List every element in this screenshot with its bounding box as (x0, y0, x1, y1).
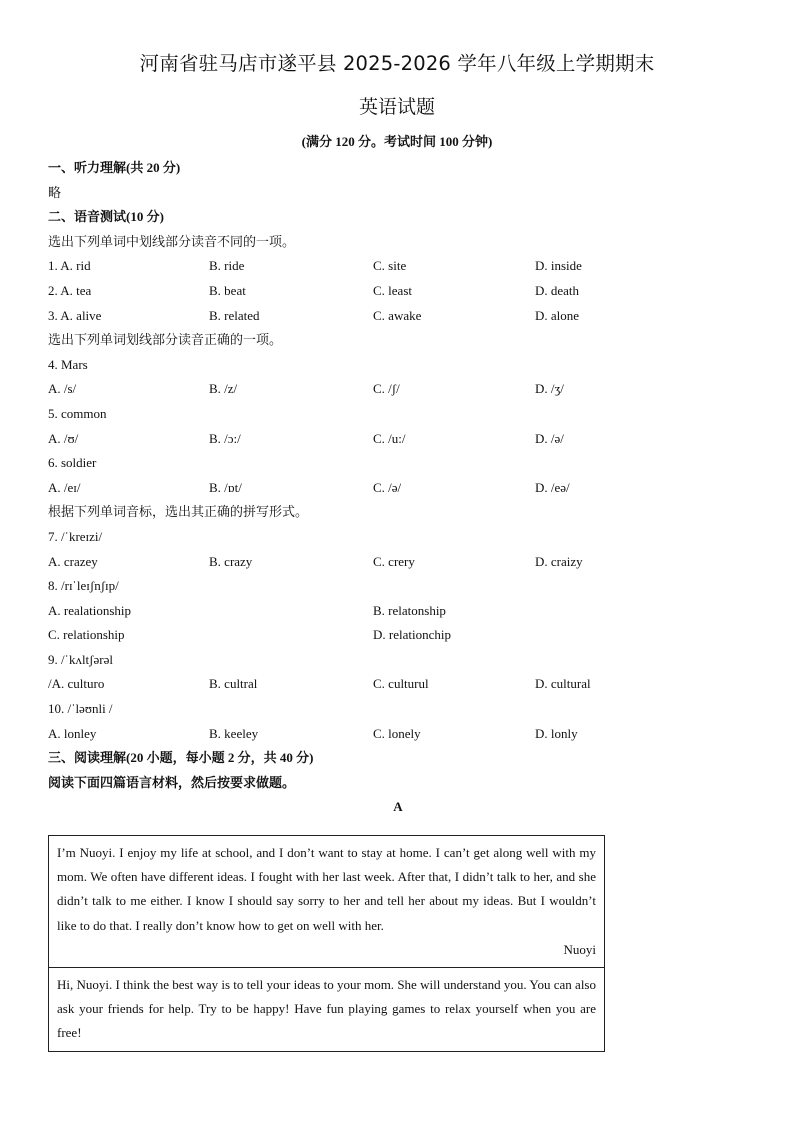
q1-option-d: D. inside (535, 258, 582, 274)
q6-option-c: C. /ə/ (373, 479, 402, 495)
q9-option-c: C. culturul (373, 676, 429, 692)
instruction-2: 选出下列单词划线部分读音正确的一项。 (48, 332, 283, 348)
q7-option-d: D. craizy (535, 553, 583, 569)
q1-option-a: 1. A. rid (48, 258, 91, 274)
exam-note: (满分 120 分。考试时间 100 分钟) (301, 134, 493, 149)
letter-cell (49, 836, 604, 967)
question-8-stem: 8. /rɪˈleɪʃnʃɪp/ (48, 578, 119, 594)
section1-heading: 一、听力理解(共 20 分) (48, 160, 181, 175)
q8-option-d: D. relationchip (373, 627, 451, 643)
exam-subtitle: 英语试题 (358, 96, 435, 118)
q9-option-d: D. cultural (535, 676, 591, 692)
q8-option-c: C. relationship (48, 627, 125, 643)
q8-option-a: A. realationship (48, 602, 132, 618)
q4-option-b: B. /z/ (209, 381, 238, 397)
q6-option-b: B. /ɒt/ (209, 479, 242, 495)
question-4-options (48, 377, 748, 402)
question-5-options (48, 427, 748, 452)
q9-option-b: B. cultral (209, 676, 258, 692)
question-5-stem: 5. common (48, 405, 107, 421)
section3-instruction: 阅读下面四篇语言材料，然后按要求做题。 (48, 774, 296, 790)
q7-option-a: A. crazey (48, 553, 98, 569)
q4-option-d: D. /ʒ/ (535, 381, 564, 397)
q10-option-c: C. lonely (373, 725, 421, 741)
q5-option-d: D. /ə/ (535, 430, 564, 446)
q2-option-b: B. beat (209, 282, 246, 298)
q7-option-b: B. crazy (209, 553, 253, 569)
question-7-stem: 7. /ˈkreɪzi/ (48, 528, 103, 544)
q2-option-d: D. death (535, 282, 580, 298)
question-10-stem: 10. /ˈləʊnli / (48, 701, 113, 717)
question-4-stem: 4. Mars (48, 356, 88, 372)
section1-body: 略 (48, 184, 62, 200)
question-6-options (48, 476, 748, 501)
question-2 (48, 279, 748, 304)
q6-option-a: A. /eɪ/ (48, 479, 81, 495)
q10-option-a: A. lonley (48, 725, 97, 741)
exam-title: 河南省驻马店市遂平县 2025-2026 学年八年级上学期期末 (139, 52, 655, 75)
q6-option-d: D. /eə/ (535, 479, 570, 495)
q5-option-c: C. /u:/ (373, 430, 406, 446)
letter-text: I’m Nuoyi. I enjoy my life at school, and I don’t want to stay at home. I can’t get along well with my mom. We often have different ideas. I fought with her last week. After that, I didn’t talk to her, and she didn’t talk to me either. I know I should say sorry to her and tell her about my ideas. But I wouldn’t like to do that. I really don’t know how to get on well with her. (57, 845, 596, 933)
q1-option-b: B. ride (209, 258, 245, 274)
q3-option-d: D. alone (535, 307, 580, 323)
question-9-options (48, 672, 748, 697)
q2-option-a: 2. A. tea (48, 282, 92, 298)
question-8-options-row2 (48, 623, 748, 648)
passage-label: A (393, 799, 403, 815)
question-9-stem: 9. /ˈkʌltʃərəl (48, 651, 113, 667)
q5-option-b: B. /ɔ:/ (209, 430, 241, 446)
q5-option-a: A. /ʊ/ (48, 430, 79, 446)
section3-heading: 三、阅读理解(20 小题，每小题 2 分，共 40 分) (48, 750, 314, 766)
question-8-options-row1 (48, 599, 748, 624)
q10-option-b: B. keeley (209, 725, 259, 741)
letter-signature: Nuoyi (563, 941, 596, 957)
q4-option-a: A. /s/ (48, 381, 77, 397)
q1-option-c: C. site (373, 258, 407, 274)
q2-option-c: C. least (373, 282, 412, 298)
question-6-stem: 6. soldier (48, 455, 97, 471)
exam-content (48, 156, 748, 820)
instruction-1: 选出下列单词中划线部分读音不同的一项。 (48, 233, 296, 249)
q10-option-d: D. lonly (535, 725, 578, 741)
instruction-3: 根据下列单词音标，选出其正确的拼写形式。 (48, 504, 309, 520)
q3-option-a: 3. A. alive (48, 307, 102, 323)
q4-option-c: C. /ʃ/ (373, 381, 400, 397)
reply-text: Hi, Nuoyi. I think the best way is to tell your ideas to your mom. She will understand you. You can also ask your friends for help. Try to be happy! Have fun playing games to relax yourself when you are free! (57, 977, 596, 1041)
question-1 (48, 254, 748, 279)
section2-heading: 二、语音测试(10 分) (48, 209, 164, 225)
question-7-options (48, 550, 748, 575)
passage-a-box (48, 835, 605, 1052)
q3-option-b: B. related (209, 307, 260, 323)
q7-option-c: C. crery (373, 553, 415, 569)
question-3 (48, 304, 748, 329)
q8-option-b: B. relatonship (373, 602, 446, 618)
q3-option-c: C. awake (373, 307, 422, 323)
q9-option-a: /A. culturo (48, 676, 105, 692)
reply-cell (49, 967, 604, 1051)
question-10-options (48, 722, 748, 747)
